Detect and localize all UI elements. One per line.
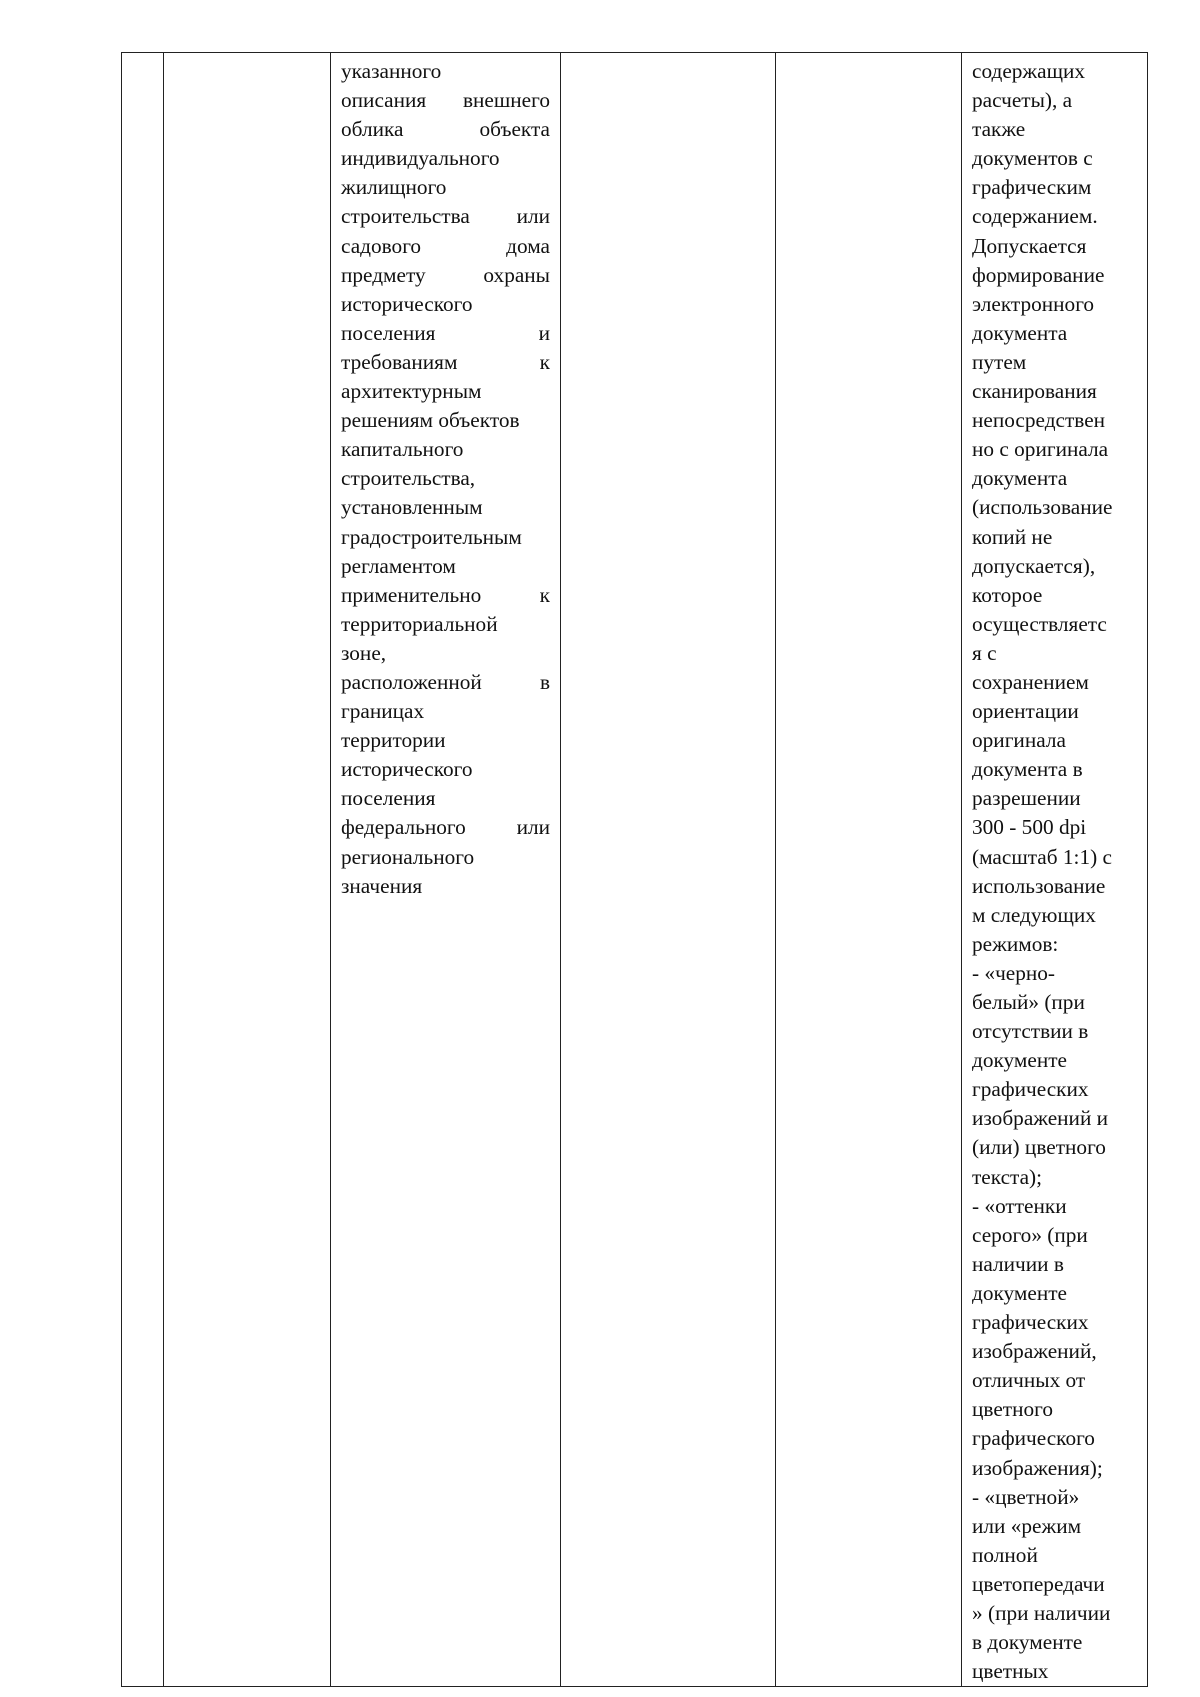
text-line: документа <box>972 320 1068 345</box>
text-line: границах <box>341 699 425 724</box>
text-line: жилищного <box>341 175 447 200</box>
text-line: документе <box>972 1280 1067 1305</box>
text-line: оригинала <box>972 728 1066 753</box>
text-line: осуществляетс <box>972 611 1107 636</box>
text-line: описания внешнего <box>341 88 550 113</box>
text-line: изображения); <box>972 1455 1103 1480</box>
text-line: установленным <box>341 495 483 520</box>
text-line: графических <box>972 1310 1089 1335</box>
text-line: расположенной в <box>341 669 550 694</box>
text-line: сканирования <box>972 379 1097 404</box>
text-line: » (при наличии <box>972 1600 1111 1625</box>
text-line: цветопередачи <box>972 1571 1105 1596</box>
text-line: 300 - 500 dpi <box>972 815 1087 840</box>
text-line: зоне, <box>341 640 387 665</box>
text-line: территориальной <box>341 611 498 636</box>
text-line: текста); <box>972 1164 1043 1189</box>
text-line: требованиям к <box>341 349 550 374</box>
text-line: полной <box>972 1542 1038 1567</box>
text-line: решениям объектов <box>341 408 520 433</box>
table-cell-description <box>331 53 561 1687</box>
text-line: разрешении <box>972 786 1081 811</box>
text-line: цветных <box>972 1659 1049 1684</box>
text-line: формирование <box>972 262 1105 287</box>
text-line: - «цветной» <box>972 1484 1080 1509</box>
text-line: непосредствен <box>972 408 1106 433</box>
text-line: путем <box>972 349 1027 374</box>
text-line: - «оттенки <box>972 1193 1067 1218</box>
text-line: архитектурным <box>341 379 482 404</box>
text-line: допускается), <box>972 553 1096 578</box>
text-line: режимов: <box>972 931 1059 956</box>
text-line: отсутствии в <box>972 1019 1089 1044</box>
text-line: документов с <box>972 146 1093 171</box>
text-line: документа в <box>972 757 1083 782</box>
text-line: регионального <box>341 844 475 869</box>
text-line: м следующих <box>972 902 1096 927</box>
text-line: (масштаб 1:1) с <box>972 844 1112 869</box>
text-line: строительства, <box>341 466 476 491</box>
text-line: цветного <box>972 1397 1053 1422</box>
text-line: я с <box>972 640 997 665</box>
text-line: предмету охраны <box>341 262 550 287</box>
text-line: графическим <box>972 175 1092 200</box>
text-line: исторического <box>341 757 473 782</box>
text-line: индивидуального <box>341 146 500 171</box>
table-cell-empty-1 <box>561 53 776 1687</box>
text-line: поселения и <box>341 320 550 345</box>
text-line: электронного <box>972 291 1095 316</box>
text-line: (использование <box>972 495 1113 520</box>
text-line: отличных от <box>972 1368 1086 1393</box>
text-line: (или) цветного <box>972 1135 1106 1160</box>
text-line: документа <box>972 466 1068 491</box>
text-line: наличии в <box>972 1251 1064 1276</box>
text-line: расчеты), а <box>972 88 1073 113</box>
text-line: графических <box>972 1077 1089 1102</box>
text-line: содержащих <box>972 59 1086 83</box>
text-line: значения <box>341 873 423 898</box>
text-line: строительства или <box>341 204 550 229</box>
text-line: сохранением <box>972 669 1089 694</box>
text-line: серого» (при <box>972 1222 1088 1247</box>
text-line: копий не <box>972 524 1053 549</box>
text-line: регламентом <box>341 553 456 578</box>
text-line: федерального или <box>341 815 550 840</box>
text-line: графического <box>972 1426 1095 1451</box>
text-line: в документе <box>972 1630 1083 1655</box>
table-cell-number <box>122 53 164 1687</box>
text-line: поселения <box>341 786 436 811</box>
text-line: изображений, <box>972 1339 1097 1364</box>
text-line: облика объекта <box>341 117 550 142</box>
requirements-text <box>962 53 1147 1686</box>
text-line: ориентации <box>972 699 1079 724</box>
text-line: изображений и <box>972 1106 1109 1131</box>
text-line: - «черно- <box>972 960 1056 985</box>
text-line: градостроительным <box>341 524 522 549</box>
text-line: Допускается <box>972 233 1087 258</box>
text-line: исторического <box>341 291 473 316</box>
text-line: капитального <box>341 437 464 462</box>
table-row <box>122 53 1148 1687</box>
text-line: также <box>972 117 1026 142</box>
text-line: белый» (при <box>972 990 1085 1014</box>
text-line: использование <box>972 873 1106 898</box>
table-cell-requirements <box>962 53 1148 1687</box>
text-line: применительно к <box>341 582 550 607</box>
table-cell-empty-2 <box>776 53 962 1687</box>
document-table <box>121 52 1148 1687</box>
text-line: или «режим <box>972 1513 1082 1538</box>
text-line: территории <box>341 728 446 753</box>
text-line: документе <box>972 1048 1067 1073</box>
text-line: которое <box>972 582 1043 607</box>
table-cell-name <box>164 53 331 1687</box>
description-text <box>331 53 560 901</box>
text-line: содержанием. <box>972 204 1098 229</box>
text-line: но с оригинала <box>972 437 1109 462</box>
text-line: садового дома <box>341 233 550 258</box>
text-line: указанного <box>341 59 442 83</box>
